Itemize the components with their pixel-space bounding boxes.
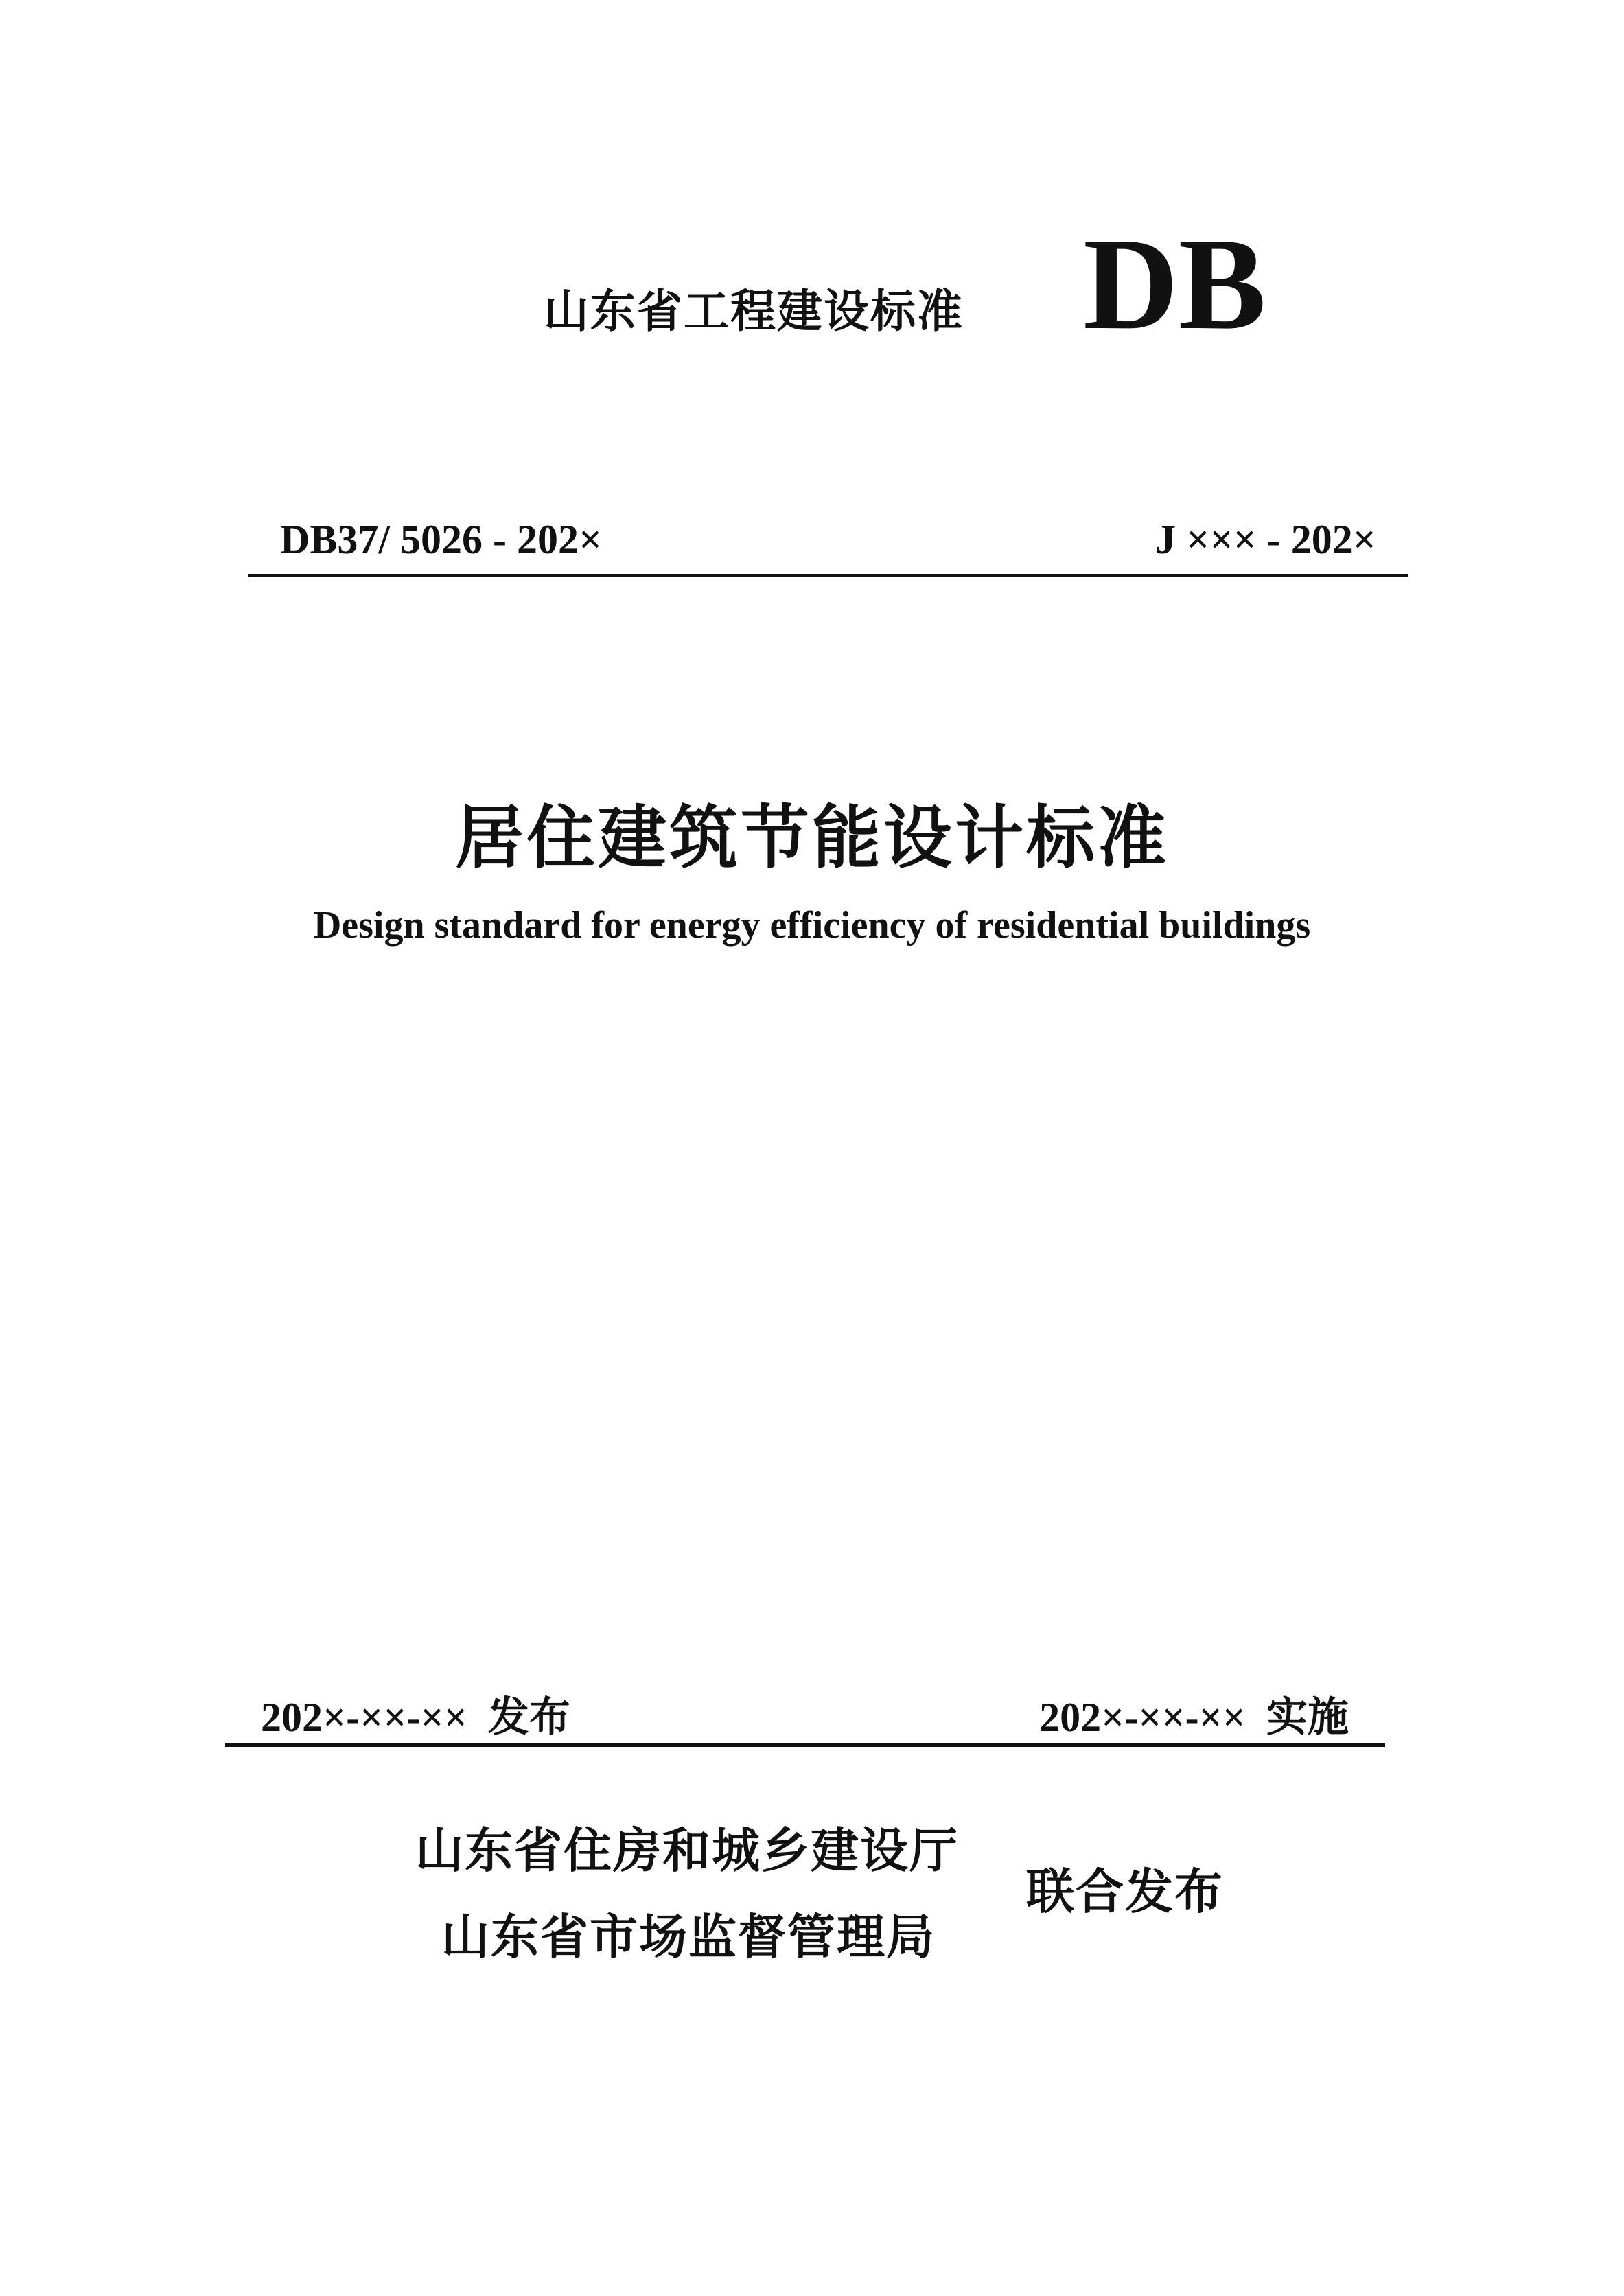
joint-issue-label: 联合发布	[1026, 1864, 1224, 1920]
bottom-divider	[225, 1743, 1385, 1747]
top-divider	[248, 574, 1408, 577]
issuer-housing-department: 山东省住房和城乡建设厅	[415, 1822, 959, 1879]
implement-date: 202×-××-××	[1039, 1695, 1246, 1740]
implement-date-line	[1039, 1684, 1349, 1743]
issuer-market-regulation: 山东省市场监督管理局	[441, 1909, 936, 1965]
title-english: Design standard for energy efficiency of residential buildings	[313, 904, 1311, 947]
publish-date-line	[261, 1684, 570, 1743]
publish-label: 发布	[487, 1693, 570, 1741]
title-chinese: 居住建筑节能设计标准	[455, 798, 1169, 878]
publish-date: 202×-××-××	[261, 1695, 467, 1740]
db-mark: DB	[1083, 211, 1266, 357]
implement-label: 实施	[1266, 1693, 1349, 1741]
record-number: J ××× - 202×	[1155, 517, 1376, 562]
standard-number: DB37/ 5026 - 202×	[280, 517, 603, 562]
standard-category: 山东省工程建设标准	[544, 285, 964, 338]
